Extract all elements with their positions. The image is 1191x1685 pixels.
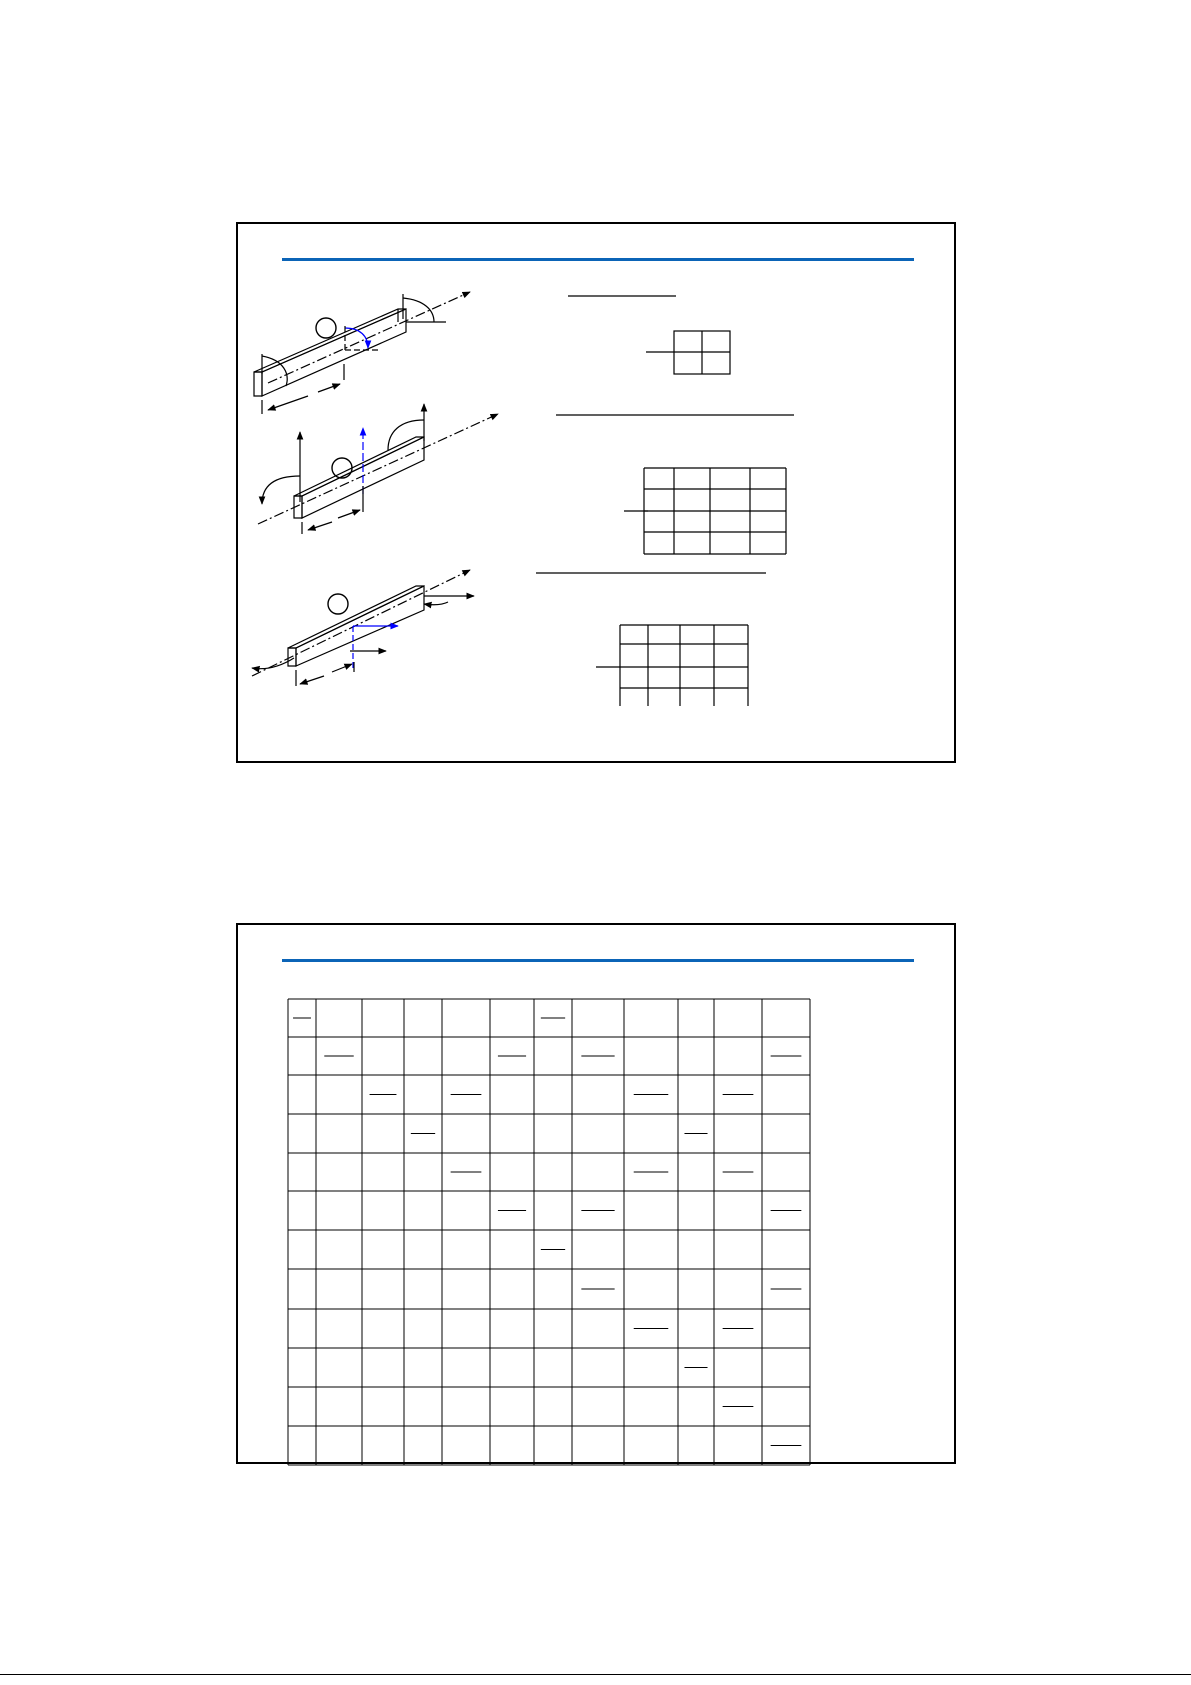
beam-figure-1 <box>254 292 470 414</box>
slide-2 <box>236 923 956 1464</box>
beam-figure-2 <box>258 404 498 534</box>
slide-2-grid <box>238 925 958 1466</box>
beam-figure-3 <box>252 570 474 686</box>
matrix-section-2 <box>556 415 794 554</box>
slide-1 <box>236 222 956 763</box>
matrix-section-1 <box>568 296 730 374</box>
slide-1-drawing <box>238 224 958 765</box>
footer-text <box>590 1675 930 1685</box>
matrix-section-3 <box>536 573 766 706</box>
